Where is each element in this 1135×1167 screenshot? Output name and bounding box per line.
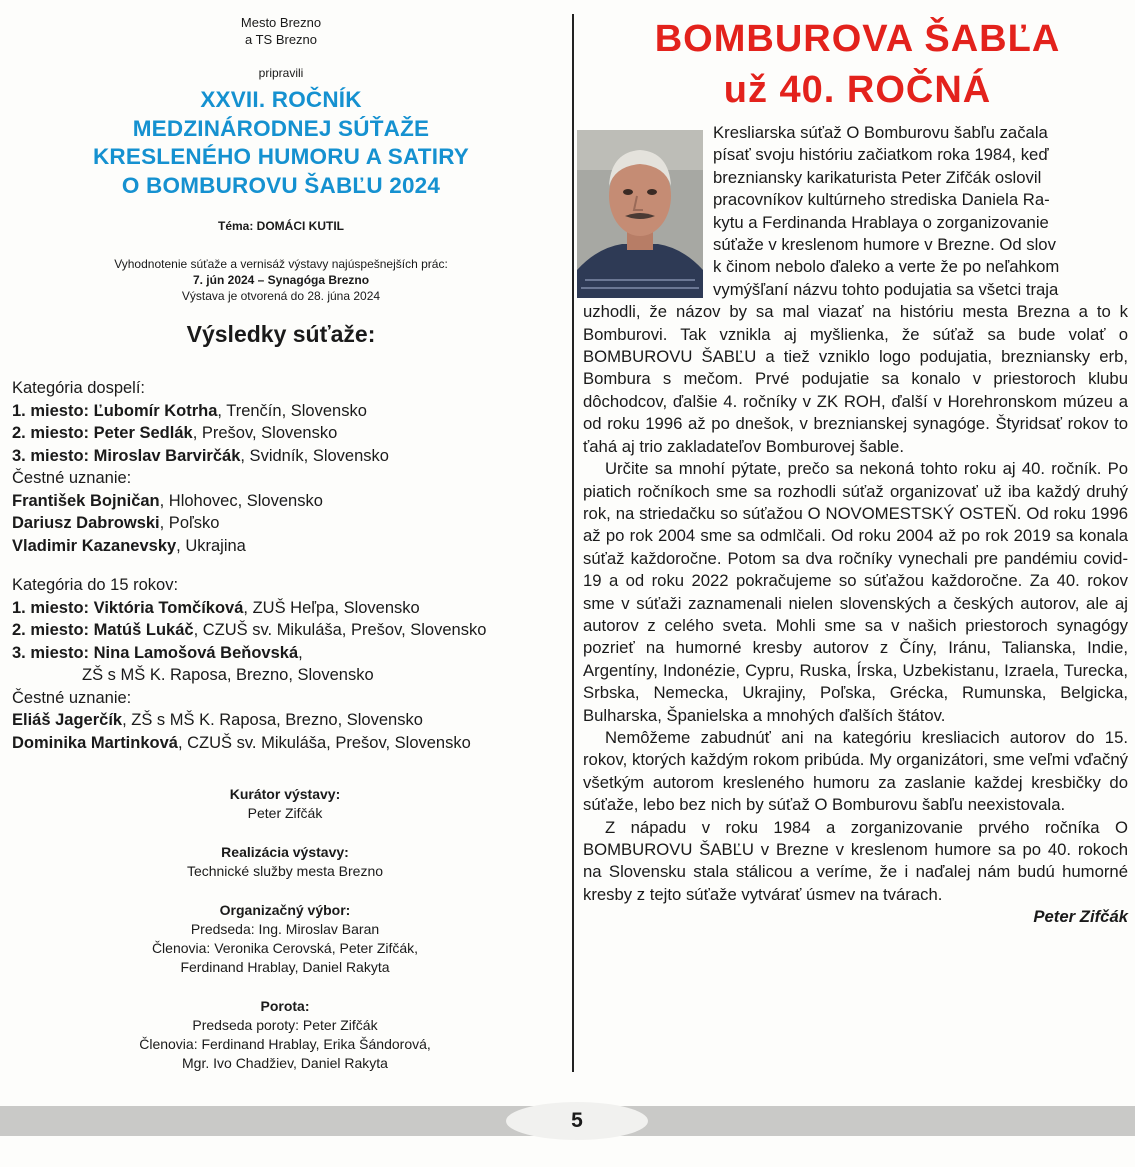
result-row — [12, 642, 486, 665]
honor-location: , CZUŠ sv. Mikuláša, Prešov, Slovensko — [177, 733, 471, 752]
place-label: 3. miesto: — [12, 446, 90, 465]
title-line: už 40. ROČNÁ — [723, 69, 992, 111]
article-paragraph: Nemôžeme zabudnúť ani na kategóriu kresliacich autorov do 15. rokov, ktorých každým rokom pribúda. My organizátori, sme veľmi vďačný všetkým autorom kresleného humoru za zaslanie každej kresbičky do súťaže, lebo bez nich by súťaž O Bomburovu šabľu neexistovala. — [583, 727, 1128, 815]
results-list — [12, 377, 486, 754]
winner-location: , ZUŠ Heľpa, Slovensko — [243, 598, 420, 617]
winner-location: , — [298, 643, 303, 662]
article-line: kytu a Ferdinanda Hrablaya o zorganizovanie — [713, 212, 1049, 232]
article-line: k činom nebolo ďaleko a verte že po neľahkom — [713, 257, 1060, 277]
result-row — [12, 619, 486, 642]
winner-location: , Svidník, Slovensko — [240, 446, 389, 465]
column-divider — [572, 14, 574, 1072]
winner-name: Matúš Lukáč — [93, 621, 194, 639]
article-line: vymýšľaní názvu tohto podujatia sa všetci traja — [713, 279, 1059, 299]
place-label: 2. miesto: — [12, 621, 90, 639]
honor-row — [12, 490, 486, 513]
committee-line: Členovia: Veronika Cerovská, Peter Zifčák, — [151, 940, 419, 956]
committee-heading: Organizačný výbor: — [219, 902, 351, 918]
place-label: 1. miesto: — [12, 401, 90, 420]
jury-line: Predseda poroty: Peter Zifčák — [192, 1017, 378, 1033]
honor-row — [12, 732, 486, 755]
result-row — [12, 400, 486, 423]
realization-heading: Realizácia výstavy: — [221, 844, 349, 860]
competition-title — [0, 86, 562, 200]
honor-row — [12, 535, 486, 558]
article-line: súťaže v kreslenom humore v Brezne. Od slov — [713, 235, 1056, 255]
place-label: 3. miesto: — [12, 643, 90, 662]
evaluation-info — [0, 256, 562, 304]
result-row — [12, 597, 486, 620]
organizers — [0, 14, 562, 48]
theme-value: DOMÁCI KUTIL — [256, 219, 344, 233]
organizer-line: a TS Brezno — [244, 32, 318, 47]
evaluation-date: 7. jún 2024 – Synagóga Brezno — [192, 273, 370, 287]
title-line: XXVII. ROČNÍK — [200, 87, 362, 112]
jury-heading: Porota: — [260, 998, 310, 1014]
honor-location: , Poľsko — [159, 514, 220, 532]
honor-name: Dominika Martinková — [12, 733, 178, 752]
winner-location: , Trenčín, Slovensko — [217, 401, 367, 420]
signature: Peter Zifčák — [1033, 907, 1128, 927]
evaluation-line: Vyhodnotenie súťaže a vernisáž výstavy najúspešnejších prác: — [114, 257, 448, 271]
article-line: Kresliarska súťaž O Bomburovu šabľu začala — [713, 123, 1048, 142]
theme — [0, 219, 562, 233]
exhibition-open: Výstava je otvorená do 28. júna 2024 — [181, 289, 381, 303]
winner-name: Peter Sedlák — [93, 424, 193, 442]
article-line: písať svoju históriu začiatkom roka 1984, keď — [713, 145, 1049, 165]
committee-line: Predseda: Ing. Miroslav Baran — [190, 921, 380, 937]
winner-location: , CZUŠ sv. Mikuláša, Prešov, Slovensko — [193, 621, 487, 639]
winner-name: Viktória Tomčíková — [93, 598, 244, 617]
result-row — [12, 445, 486, 468]
article-body — [583, 122, 1128, 929]
curator-heading: Kurátor výstavy: — [229, 786, 341, 802]
winner-name: Ľubomír Kotrha — [93, 401, 218, 420]
article-line: brezniansky karikaturista Peter Zifčák oslovil — [713, 167, 1042, 187]
category-heading: Kategória dospelí: — [12, 379, 146, 397]
honor-location: , Ukrajina — [176, 536, 246, 555]
article-line: pracovníkov kultúrneho strediska Daniela Ra- — [713, 190, 1050, 210]
committee-line: Ferdinand Hrablay, Daniel Rakyta — [180, 959, 390, 975]
page-number: 5 — [506, 1102, 648, 1140]
result-row — [12, 422, 486, 445]
honor-heading: Čestné uznanie: — [12, 469, 132, 487]
credits — [0, 785, 570, 1073]
article-paragraph: Z nápadu v roku 1984 a zorganizovanie prvého ročníka O BOMBUROVU ŠABĽU v Brezne v kreslenom humore sa po 40. rokoch na Slovensku stala stálicou a veríme, že i naďalej nám budú humorné kresby z tejto súťaže vytvárať úsmev na tvárach. — [583, 817, 1128, 904]
title-line: MEDZINÁRODNEJ SÚŤAŽE — [132, 115, 430, 141]
winner-name: Miroslav Barvirčák — [93, 446, 241, 465]
winner-location-cont: ZŠ s MŠ K. Raposa, Brezno, Slovensko — [82, 666, 374, 684]
category-heading: Kategória do 15 rokov: — [12, 576, 179, 594]
results-title: Výsledky súťaže: — [186, 321, 376, 347]
honor-name: Vladimir Kazanevsky — [12, 536, 177, 555]
theme-label: Téma: — [217, 219, 254, 233]
organizer-line: Mesto Brezno — [240, 15, 322, 30]
prepared-by: pripravili — [258, 66, 304, 80]
jury-line: Členovia: Ferdinand Hrablay, Erika Šándorová, — [139, 1036, 431, 1052]
honor-location: , ZŠ s MŠ K. Raposa, Brezno, Slovensko — [122, 711, 423, 729]
honor-name: Dariusz Dabrowski — [12, 514, 160, 532]
honor-row — [12, 512, 486, 535]
honor-heading: Čestné uznanie: — [12, 688, 132, 707]
title-line: BOMBUROVA ŠABĽA — [654, 18, 1061, 60]
curator: Peter Zifčák — [247, 805, 323, 821]
honor-row — [12, 709, 486, 732]
honor-location: , Hlohovec, Slovensko — [159, 491, 323, 510]
realization: Technické služby mesta Brezno — [186, 863, 384, 879]
honor-name: Eliáš Jagerčík — [12, 711, 123, 729]
winner-name: Nina Lamošová Beňovská — [93, 643, 299, 662]
place-label: 1. miesto: — [12, 598, 90, 617]
title-line: O BOMBUROVU ŠABĽU 2024 — [121, 172, 441, 198]
place-label: 2. miesto: — [12, 424, 90, 442]
article-paragraph: Určite sa mnohí pýtate, prečo sa nekoná tohto roku aj 40. ročník. Po piatich ročníkoch sme sa rozhodli súťaž organizovať už iba každý druhý rok, na striedačku so súťažou O NOVOMESTSKÝ OSTEŇ. Od roku 1996 až po rok 2004 sme sa odmlčali. Od roku 2004 až po rok 2019 sa konala súťaž každoročne. Potom sa dva ročníky vynechali pre pandémiu covid-19 a od roku 2022 pokračujeme so súťažou každoročne. Za 40. rokov sme v súťaži zaznamenali nielen slovenských a českých autorov, ale aj autorov z celého sveta. Mohli sme sa v našich priestoroch synagógy pozrieť na humorné kresby autorov z Číny, Iránu, Talianska, Indie, Argentíny, Indonézie, Cypru, Ruska, Írska, Uzbekistanu, Izraela, Turecka, Srbska, Nemecka, Ukrajiny, Poľska, Grécka, Rumunska, Belgicka, Bulharska, Španielska a mnohých ďalších štátov. — [583, 459, 1128, 725]
jury-line: Mgr. Ivo Chadžiev, Daniel Rakyta — [182, 1055, 388, 1071]
article-title — [580, 14, 1135, 116]
winner-location: , Prešov, Slovensko — [192, 424, 338, 442]
article-paragraph: uzhodli, že názov by sa mal viazať na históriu mesta Brezna a to k Bomburovi. Tak vznikla aj myšlienka, že súťaž sa bude volať o BOMBUROVU ŠABĽU a tiež vzniklo logo podujatia, brezniansky erb, Bombura s mečom. Prvé podujatie sa konalo v priestoroch klubu dôchodcov, ďalšie 4. ročníky v ZK ROH, ďalší v Horehronskom múzeu a od roku 1996 až po dnešok, v breznianskej synagóge. Štyridsať rokov to ťahá aj trio zakladateľov Bomburovej šable. — [583, 302, 1128, 456]
title-line: KRESLENÉHO HUMORU A SATIRY — [92, 144, 470, 169]
honor-name: František Bojničan — [12, 491, 160, 510]
